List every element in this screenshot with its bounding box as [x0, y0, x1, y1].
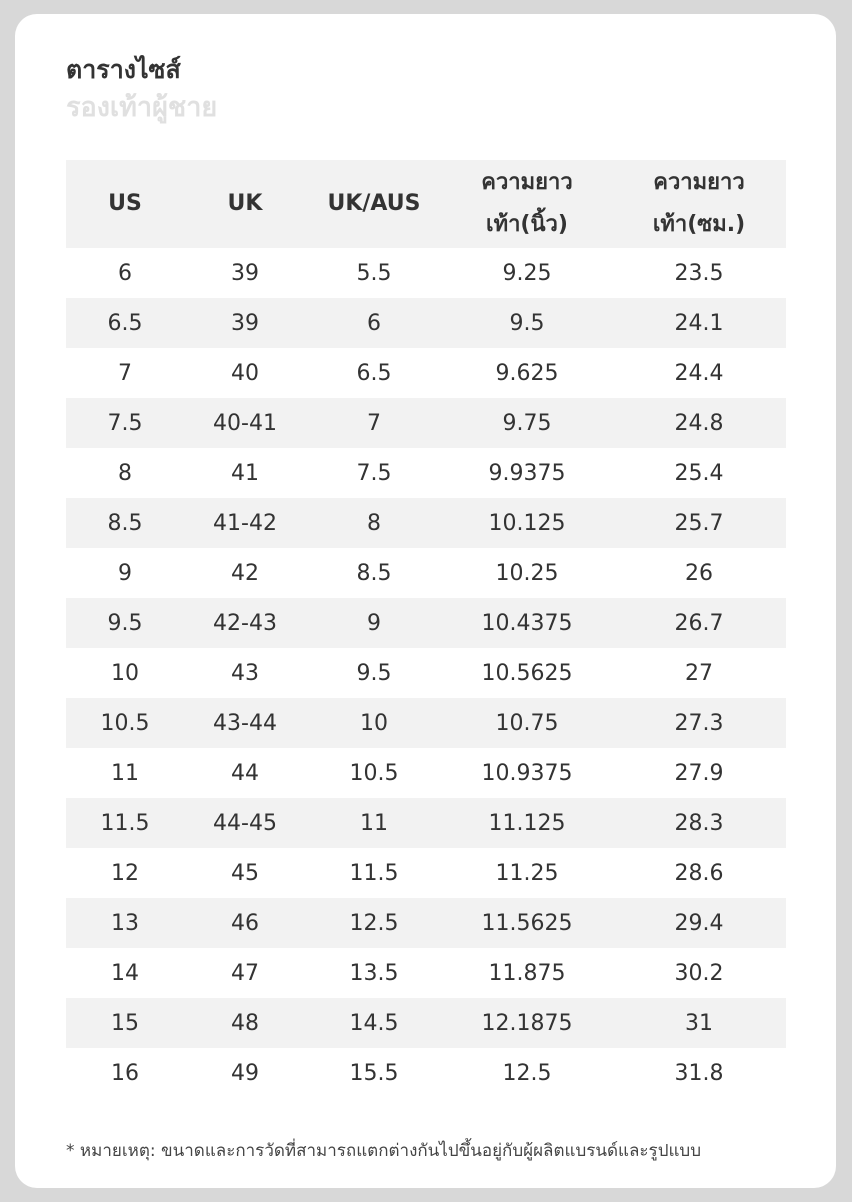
cell-foot-length-cm: 23.5 [674, 260, 724, 286]
cell-uk: 49 [231, 1060, 259, 1086]
cell-us: 7 [118, 360, 132, 386]
cell-uk: 44-45 [213, 810, 277, 836]
cell-uk-aus: 12.5 [349, 910, 399, 936]
cell-us: 11 [111, 760, 139, 786]
cell-foot-length-cm: 30.2 [674, 960, 724, 986]
cell-us: 10.5 [100, 710, 150, 736]
table-row [66, 648, 786, 698]
cell-uk: 43-44 [213, 710, 277, 736]
table-header [66, 160, 786, 248]
cell-us: 16 [111, 1060, 139, 1086]
cell-foot-length-cm: 24.4 [674, 360, 724, 386]
table-row [66, 898, 786, 948]
cell-foot-length-inch: 11.5625 [481, 910, 573, 936]
cell-uk: 48 [231, 1010, 259, 1036]
cell-uk-aus: 6.5 [356, 360, 392, 386]
column-header-uk-aus [306, 160, 442, 248]
cell-foot-length-inch: 10.75 [495, 710, 559, 736]
cell-foot-length-inch: 9.25 [502, 260, 552, 286]
cell-uk: 39 [231, 310, 259, 336]
cell-uk: 41-42 [213, 510, 277, 536]
cell-uk: 44 [231, 760, 259, 786]
cell-uk: 46 [231, 910, 259, 936]
cell-foot-length-inch: 11.875 [488, 960, 566, 986]
footnote: * หมายเหตุ: ขนาดและการวัดที่สามารถแตกต่างกันไปขึ้นอยู่กับผู้ผลิตแบรนด์และรูปแบบ [66, 1141, 702, 1161]
table-row [66, 498, 786, 548]
cell-uk-aus: 11.5 [349, 860, 399, 886]
cell-foot-length-cm: 28.6 [674, 860, 724, 886]
cell-us: 8 [118, 460, 132, 486]
cell-uk-aus: 9.5 [356, 660, 392, 686]
table-row [66, 798, 786, 848]
cell-foot-length-inch: 11.125 [488, 810, 566, 836]
cell-us: 12 [111, 860, 139, 886]
cell-uk-aus: 13.5 [349, 960, 399, 986]
cell-uk: 40 [231, 360, 259, 386]
table-row [66, 698, 786, 748]
table-row [66, 948, 786, 998]
cell-foot-length-inch: 10.125 [488, 510, 566, 536]
size-chart-card [15, 14, 836, 1188]
table-row [66, 298, 786, 348]
cell-uk: 40-41 [213, 410, 277, 436]
cell-foot-length-cm: 24.1 [674, 310, 724, 336]
table-row [66, 598, 786, 648]
cell-foot-length-cm: 28.3 [674, 810, 724, 836]
cell-uk-aus: 15.5 [349, 1060, 399, 1086]
table-row [66, 348, 786, 398]
cell-uk: 42 [231, 560, 259, 586]
table-row [66, 1048, 786, 1098]
cell-foot-length-inch: 9.625 [495, 360, 559, 386]
cell-us: 10 [111, 660, 139, 686]
column-header-text: UK [227, 191, 263, 216]
cell-us: 9 [118, 560, 132, 586]
table-row [66, 398, 786, 448]
table-row [66, 748, 786, 798]
cell-us: 11.5 [100, 810, 150, 836]
table-header-row [66, 160, 786, 248]
cell-foot-length-inch: 11.25 [495, 860, 559, 886]
table-row [66, 848, 786, 898]
cell-foot-length-inch: 10.25 [495, 560, 559, 586]
cell-foot-length-inch: 9.5 [509, 310, 545, 336]
cell-uk-aus: 5.5 [356, 260, 392, 286]
cell-uk: 41 [231, 460, 259, 486]
column-header-uk [184, 160, 306, 248]
column-header-text: UK/AUS [327, 191, 421, 216]
table-body [66, 248, 786, 1098]
column-header-text: ความยาว [653, 170, 745, 195]
cell-foot-length-inch: 10.9375 [481, 760, 573, 786]
cell-uk-aus: 10 [360, 710, 388, 736]
column-header-foot-length-inch [442, 160, 612, 248]
table-row [66, 448, 786, 498]
cell-foot-length-cm: 27.3 [674, 710, 724, 736]
cell-foot-length-inch: 12.5 [502, 1060, 552, 1086]
column-header-text: US [108, 191, 142, 216]
cell-foot-length-cm: 27.9 [674, 760, 724, 786]
cell-foot-length-cm: 26.7 [674, 610, 724, 636]
cell-foot-length-inch: 9.9375 [488, 460, 566, 486]
cell-foot-length-cm: 31 [685, 1010, 713, 1036]
cell-foot-length-cm: 31.8 [674, 1060, 724, 1086]
table-row [66, 998, 786, 1048]
cell-foot-length-cm: 25.4 [674, 460, 724, 486]
cell-foot-length-inch: 12.1875 [481, 1010, 573, 1036]
cell-uk-aus: 8.5 [356, 560, 392, 586]
column-header-us [66, 160, 184, 248]
cell-uk-aus: 14.5 [349, 1010, 399, 1036]
cell-us: 7.5 [107, 410, 143, 436]
cell-us: 6.5 [107, 310, 143, 336]
cell-foot-length-inch: 10.4375 [481, 610, 573, 636]
cell-uk-aus: 11 [360, 810, 388, 836]
cell-uk-aus: 10.5 [349, 760, 399, 786]
cell-foot-length-cm: 29.4 [674, 910, 724, 936]
column-header-foot-length-cm [612, 160, 786, 248]
cell-foot-length-inch: 9.75 [502, 410, 552, 436]
cell-foot-length-cm: 27 [685, 660, 713, 686]
cell-uk-aus: 7.5 [356, 460, 392, 486]
cell-uk: 43 [231, 660, 259, 686]
column-header-text: ความยาว [481, 170, 573, 195]
cell-uk-aus: 8 [367, 510, 381, 536]
cell-uk-aus: 7 [367, 410, 381, 436]
cell-foot-length-cm: 25.7 [674, 510, 724, 536]
column-header-text: เท้า(ซม.) [652, 212, 746, 237]
page-title: ตารางไซส์ [66, 55, 181, 84]
cell-us: 9.5 [107, 610, 143, 636]
cell-foot-length-cm: 26 [685, 560, 713, 586]
cell-us: 13 [111, 910, 139, 936]
cell-uk-aus: 9 [367, 610, 381, 636]
cell-uk: 47 [231, 960, 259, 986]
cell-us: 6 [118, 260, 132, 286]
cell-us: 15 [111, 1010, 139, 1036]
column-header-text: เท้า(นิ้ว) [486, 212, 568, 237]
cell-uk-aus: 6 [367, 310, 381, 336]
cell-us: 8.5 [107, 510, 143, 536]
table-row [66, 248, 786, 298]
cell-uk: 39 [231, 260, 259, 286]
table-row [66, 548, 786, 598]
cell-us: 14 [111, 960, 139, 986]
cell-uk: 45 [231, 860, 259, 886]
page-subtitle: รองเท้าผู้ชาย [66, 92, 218, 123]
cell-foot-length-cm: 24.8 [674, 410, 724, 436]
cell-uk: 42-43 [213, 610, 277, 636]
cell-foot-length-inch: 10.5625 [481, 660, 573, 686]
size-table [66, 160, 786, 1098]
